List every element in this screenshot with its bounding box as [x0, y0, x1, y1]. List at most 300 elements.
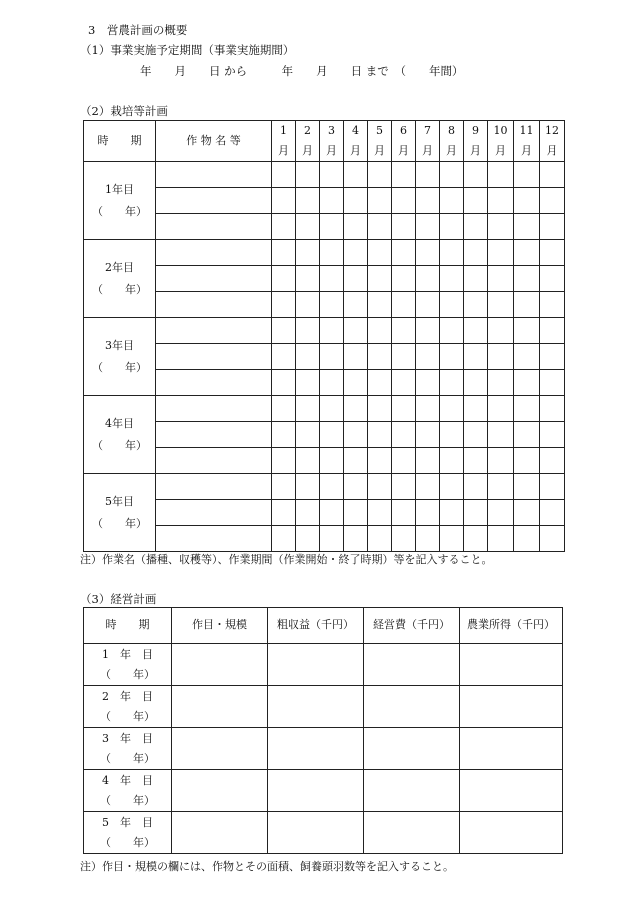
month-input-cell[interactable] — [344, 526, 368, 552]
month-input-cell[interactable] — [440, 240, 464, 266]
management-row — [84, 686, 563, 728]
cultivation-row — [84, 448, 565, 474]
cultivation-row — [84, 292, 565, 318]
month-number: 4 — [352, 124, 359, 137]
month-input-cell[interactable] — [416, 240, 440, 266]
cultivation-row — [84, 526, 565, 552]
month-input-cell[interactable] — [514, 370, 540, 396]
month-input-cell[interactable] — [296, 448, 320, 474]
month-input-cell[interactable] — [488, 500, 514, 526]
month-input-cell[interactable] — [514, 344, 540, 370]
mgmt-input-cell[interactable] — [268, 770, 364, 812]
month-input-cell[interactable] — [488, 526, 514, 552]
month-input-cell[interactable] — [464, 318, 488, 344]
month-input-cell[interactable] — [344, 500, 368, 526]
mgmt-year-cell-5 — [84, 812, 172, 854]
month-input-cell[interactable] — [464, 526, 488, 552]
month-input-cell[interactable] — [540, 240, 565, 266]
mgmt-year-cell-1 — [84, 644, 172, 686]
mgmt-input-cell[interactable] — [268, 812, 364, 854]
month-input-cell[interactable] — [392, 474, 416, 500]
month-input-cell[interactable] — [344, 162, 368, 188]
cultivation-heading: （2）栽培等計画 — [80, 104, 168, 118]
crop-input-cell[interactable] — [156, 188, 272, 214]
month-unit: 月 — [278, 144, 289, 157]
month-input-cell[interactable] — [392, 344, 416, 370]
month-input-cell[interactable] — [392, 422, 416, 448]
header-month-2 — [296, 121, 320, 162]
month-input-cell[interactable] — [540, 266, 565, 292]
month-input-cell[interactable] — [272, 370, 296, 396]
month-input-cell[interactable] — [540, 526, 565, 552]
month-input-cell[interactable] — [392, 526, 416, 552]
month-number: 9 — [472, 124, 479, 137]
month-input-cell[interactable] — [320, 318, 344, 344]
crop-input-cell[interactable] — [156, 266, 272, 292]
month-input-cell[interactable] — [488, 318, 514, 344]
month-input-cell[interactable] — [368, 500, 392, 526]
month-input-cell[interactable] — [296, 188, 320, 214]
header-month-7 — [416, 121, 440, 162]
month-input-cell[interactable] — [540, 474, 565, 500]
month-input-cell[interactable] — [540, 162, 565, 188]
month-input-cell[interactable] — [514, 214, 540, 240]
month-input-cell[interactable] — [320, 240, 344, 266]
month-input-cell[interactable] — [416, 292, 440, 318]
month-input-cell[interactable] — [320, 266, 344, 292]
month-input-cell[interactable] — [272, 500, 296, 526]
month-input-cell[interactable] — [296, 422, 320, 448]
cultivation-row — [84, 370, 565, 396]
month-input-cell[interactable] — [272, 526, 296, 552]
month-input-cell[interactable] — [488, 292, 514, 318]
year-cell-2 — [84, 240, 156, 318]
crop-input-cell[interactable] — [156, 344, 272, 370]
month-input-cell[interactable] — [392, 396, 416, 422]
header-month-4 — [344, 121, 368, 162]
month-input-cell[interactable] — [272, 240, 296, 266]
month-input-cell[interactable] — [440, 396, 464, 422]
month-input-cell[interactable] — [488, 474, 514, 500]
month-input-cell[interactable] — [344, 422, 368, 448]
mgmt-header-period: 時 期 — [84, 608, 172, 644]
year-sub: （ 年） — [92, 204, 147, 218]
month-input-cell[interactable] — [392, 318, 416, 344]
year-label: 2 年 目 — [102, 689, 153, 703]
month-input-cell[interactable] — [464, 448, 488, 474]
cultivation-table — [83, 120, 565, 552]
month-input-cell[interactable] — [464, 422, 488, 448]
mgmt-year-cell-3 — [84, 728, 172, 770]
month-unit: 月 — [446, 144, 457, 157]
mgmt-input-cell[interactable] — [364, 686, 460, 728]
month-input-cell[interactable] — [440, 266, 464, 292]
year-cell-1 — [84, 162, 156, 240]
cultivation-header-row — [84, 121, 565, 162]
month-input-cell[interactable] — [416, 318, 440, 344]
month-input-cell[interactable] — [416, 448, 440, 474]
mgmt-input-cell[interactable] — [460, 812, 563, 854]
month-input-cell[interactable] — [416, 474, 440, 500]
month-input-cell[interactable] — [488, 162, 514, 188]
year-sub: （ 年） — [100, 709, 155, 723]
management-heading: （3）経営計画 — [80, 592, 157, 606]
month-input-cell[interactable] — [464, 240, 488, 266]
year-label: 4年目 — [105, 416, 134, 430]
crop-input-cell[interactable] — [156, 370, 272, 396]
mgmt-input-cell[interactable] — [268, 728, 364, 770]
month-input-cell[interactable] — [416, 422, 440, 448]
month-input-cell[interactable] — [514, 500, 540, 526]
month-input-cell[interactable] — [540, 396, 565, 422]
month-input-cell[interactable] — [344, 266, 368, 292]
month-input-cell[interactable] — [440, 422, 464, 448]
month-input-cell[interactable] — [320, 500, 344, 526]
month-input-cell[interactable] — [296, 240, 320, 266]
month-input-cell[interactable] — [296, 292, 320, 318]
month-input-cell[interactable] — [464, 266, 488, 292]
management-note: 注）作目・規模の欄には、作物とその面積、飼養頭羽数等を記入すること。 — [80, 860, 454, 873]
cultivation-row — [84, 474, 565, 500]
month-input-cell[interactable] — [368, 240, 392, 266]
month-input-cell[interactable] — [514, 266, 540, 292]
crop-input-cell[interactable] — [156, 526, 272, 552]
year-sub: （ 年） — [100, 667, 155, 681]
month-input-cell[interactable] — [440, 526, 464, 552]
month-input-cell[interactable] — [416, 500, 440, 526]
month-input-cell[interactable] — [416, 526, 440, 552]
month-input-cell[interactable] — [392, 448, 416, 474]
month-input-cell[interactable] — [440, 344, 464, 370]
crop-input-cell[interactable] — [156, 240, 272, 266]
month-input-cell[interactable] — [296, 500, 320, 526]
month-input-cell[interactable] — [344, 240, 368, 266]
year-cell-3 — [84, 318, 156, 396]
month-input-cell[interactable] — [392, 188, 416, 214]
month-unit: 月 — [422, 144, 433, 157]
month-input-cell[interactable] — [368, 214, 392, 240]
month-input-cell[interactable] — [344, 318, 368, 344]
crop-input-cell[interactable] — [156, 162, 272, 188]
month-input-cell[interactable] — [540, 500, 565, 526]
mgmt-input-cell[interactable] — [364, 770, 460, 812]
month-input-cell[interactable] — [272, 318, 296, 344]
management-table — [83, 607, 563, 854]
month-input-cell[interactable] — [344, 474, 368, 500]
year-label: 5年目 — [105, 494, 134, 508]
month-input-cell[interactable] — [488, 266, 514, 292]
month-input-cell[interactable] — [514, 422, 540, 448]
month-input-cell[interactable] — [464, 370, 488, 396]
mgmt-header-crop-scale: 作目・規模 — [172, 608, 268, 644]
month-input-cell[interactable] — [416, 188, 440, 214]
month-input-cell[interactable] — [368, 266, 392, 292]
header-month-8 — [440, 121, 464, 162]
month-input-cell[interactable] — [488, 370, 514, 396]
year-label: 4 年 目 — [102, 773, 153, 787]
month-input-cell[interactable] — [368, 474, 392, 500]
month-input-cell[interactable] — [514, 526, 540, 552]
month-input-cell[interactable] — [296, 370, 320, 396]
month-unit: 月 — [302, 144, 313, 157]
month-input-cell[interactable] — [464, 214, 488, 240]
month-input-cell[interactable] — [440, 318, 464, 344]
month-input-cell[interactable] — [440, 448, 464, 474]
month-unit: 月 — [326, 144, 337, 157]
month-input-cell[interactable] — [344, 292, 368, 318]
mgmt-input-cell[interactable] — [460, 644, 563, 686]
management-header-row — [84, 608, 563, 644]
month-unit: 月 — [374, 144, 385, 157]
crop-input-cell[interactable] — [156, 396, 272, 422]
month-input-cell[interactable] — [344, 448, 368, 474]
mgmt-header-gross-revenue: 粗収益（千円） — [268, 608, 364, 644]
month-input-cell[interactable] — [272, 292, 296, 318]
month-input-cell[interactable] — [320, 474, 344, 500]
month-input-cell[interactable] — [320, 370, 344, 396]
month-input-cell[interactable] — [416, 344, 440, 370]
month-input-cell[interactable] — [368, 292, 392, 318]
mgmt-input-cell[interactable] — [460, 728, 563, 770]
month-input-cell[interactable] — [368, 422, 392, 448]
cultivation-row — [84, 162, 565, 188]
mgmt-input-cell[interactable] — [364, 728, 460, 770]
cultivation-row — [84, 188, 565, 214]
crop-input-cell[interactable] — [156, 422, 272, 448]
month-input-cell[interactable] — [344, 188, 368, 214]
year-cell-4 — [84, 396, 156, 474]
header-month-3 — [320, 121, 344, 162]
month-number: 1 — [280, 124, 287, 137]
month-input-cell[interactable] — [344, 396, 368, 422]
month-input-cell[interactable] — [416, 266, 440, 292]
month-input-cell[interactable] — [464, 188, 488, 214]
cultivation-row — [84, 318, 565, 344]
month-input-cell[interactable] — [320, 162, 344, 188]
year-label: 2年目 — [105, 260, 134, 274]
month-input-cell[interactable] — [488, 188, 514, 214]
month-input-cell[interactable] — [514, 396, 540, 422]
mgmt-input-cell[interactable] — [172, 644, 268, 686]
month-input-cell[interactable] — [416, 214, 440, 240]
month-number: 3 — [328, 124, 335, 137]
year-cell-5 — [84, 474, 156, 552]
month-input-cell[interactable] — [272, 162, 296, 188]
year-label: 1 年 目 — [102, 647, 153, 661]
mgmt-input-cell[interactable] — [172, 686, 268, 728]
month-unit: 月 — [350, 144, 361, 157]
cultivation-row — [84, 500, 565, 526]
month-input-cell[interactable] — [344, 214, 368, 240]
month-unit: 月 — [521, 144, 532, 157]
month-input-cell[interactable] — [540, 292, 565, 318]
crop-input-cell[interactable] — [156, 318, 272, 344]
month-input-cell[interactable] — [368, 370, 392, 396]
month-input-cell[interactable] — [540, 188, 565, 214]
month-input-cell[interactable] — [514, 448, 540, 474]
month-input-cell[interactable] — [320, 448, 344, 474]
month-input-cell[interactable] — [464, 162, 488, 188]
month-input-cell[interactable] — [392, 500, 416, 526]
month-input-cell[interactable] — [344, 370, 368, 396]
month-input-cell[interactable] — [540, 448, 565, 474]
management-row — [84, 644, 563, 686]
mgmt-input-cell[interactable] — [172, 812, 268, 854]
month-input-cell[interactable] — [440, 474, 464, 500]
mgmt-input-cell[interactable] — [268, 644, 364, 686]
mgmt-input-cell[interactable] — [268, 686, 364, 728]
header-crop: 作 物 名 等 — [156, 121, 272, 162]
month-input-cell[interactable] — [272, 344, 296, 370]
month-input-cell[interactable] — [540, 422, 565, 448]
month-input-cell[interactable] — [320, 188, 344, 214]
month-number: 10 — [493, 124, 508, 137]
month-input-cell[interactable] — [392, 162, 416, 188]
mgmt-header-expenses: 経営費（千円） — [364, 608, 460, 644]
month-unit: 月 — [495, 144, 506, 157]
month-input-cell[interactable] — [540, 344, 565, 370]
month-input-cell[interactable] — [464, 292, 488, 318]
year-sub: （ 年） — [92, 360, 147, 374]
month-input-cell[interactable] — [440, 292, 464, 318]
mgmt-input-cell[interactable] — [172, 770, 268, 812]
month-input-cell[interactable] — [488, 214, 514, 240]
month-number: 7 — [424, 124, 431, 137]
month-input-cell[interactable] — [440, 162, 464, 188]
header-month-5 — [368, 121, 392, 162]
cultivation-note: 注）作業名（播種、収穫等）、作業期間（作業開始・終了時期）等を記入すること。 — [80, 553, 493, 566]
month-input-cell[interactable] — [540, 318, 565, 344]
crop-input-cell[interactable] — [156, 474, 272, 500]
month-input-cell[interactable] — [392, 214, 416, 240]
crop-input-cell[interactable] — [156, 500, 272, 526]
month-input-cell[interactable] — [296, 162, 320, 188]
month-input-cell[interactable] — [272, 422, 296, 448]
month-input-cell[interactable] — [540, 370, 565, 396]
month-input-cell[interactable] — [488, 448, 514, 474]
month-number: 5 — [376, 124, 383, 137]
year-sub: （ 年） — [100, 793, 155, 807]
month-input-cell[interactable] — [488, 344, 514, 370]
month-input-cell[interactable] — [464, 396, 488, 422]
month-input-cell[interactable] — [514, 188, 540, 214]
month-number: 12 — [545, 124, 559, 137]
month-input-cell[interactable] — [416, 396, 440, 422]
month-unit: 月 — [470, 144, 481, 157]
month-input-cell[interactable] — [464, 500, 488, 526]
mgmt-year-cell-2 — [84, 686, 172, 728]
month-input-cell[interactable] — [464, 474, 488, 500]
month-input-cell[interactable] — [368, 396, 392, 422]
month-input-cell[interactable] — [368, 188, 392, 214]
month-input-cell[interactable] — [392, 240, 416, 266]
header-month-9 — [464, 121, 488, 162]
month-input-cell[interactable] — [272, 266, 296, 292]
month-input-cell[interactable] — [514, 318, 540, 344]
month-input-cell[interactable] — [296, 318, 320, 344]
month-number: 11 — [519, 124, 534, 137]
month-input-cell[interactable] — [440, 214, 464, 240]
crop-input-cell[interactable] — [156, 448, 272, 474]
month-input-cell[interactable] — [368, 162, 392, 188]
month-input-cell[interactable] — [320, 526, 344, 552]
month-input-cell[interactable] — [416, 162, 440, 188]
month-input-cell[interactable] — [368, 344, 392, 370]
month-input-cell[interactable] — [320, 422, 344, 448]
month-input-cell[interactable] — [440, 500, 464, 526]
month-input-cell[interactable] — [514, 474, 540, 500]
month-input-cell[interactable] — [272, 214, 296, 240]
month-input-cell[interactable] — [296, 266, 320, 292]
month-input-cell[interactable] — [272, 474, 296, 500]
month-input-cell[interactable] — [272, 448, 296, 474]
month-input-cell[interactable] — [464, 344, 488, 370]
month-unit: 月 — [546, 144, 558, 157]
period-line: 年 月 日 から 年 月 日 まで （ 年間） — [140, 64, 464, 78]
month-input-cell[interactable] — [416, 370, 440, 396]
year-sub: （ 年） — [92, 438, 147, 452]
month-input-cell[interactable] — [392, 292, 416, 318]
month-input-cell[interactable] — [320, 396, 344, 422]
mgmt-input-cell[interactable] — [364, 644, 460, 686]
cultivation-row — [84, 266, 565, 292]
month-input-cell[interactable] — [514, 162, 540, 188]
month-number: 8 — [448, 124, 455, 137]
header-month-10 — [488, 121, 514, 162]
month-input-cell[interactable] — [344, 344, 368, 370]
management-row — [84, 770, 563, 812]
month-number: 6 — [400, 124, 407, 137]
month-input-cell[interactable] — [488, 422, 514, 448]
month-input-cell[interactable] — [320, 214, 344, 240]
month-input-cell[interactable] — [272, 396, 296, 422]
month-unit: 月 — [398, 144, 409, 157]
mgmt-input-cell[interactable] — [172, 728, 268, 770]
month-input-cell[interactable] — [440, 188, 464, 214]
crop-input-cell[interactable] — [156, 292, 272, 318]
mgmt-header-farm-income: 農業所得（千円） — [460, 608, 563, 644]
year-label: 3年目 — [105, 338, 134, 352]
month-input-cell[interactable] — [488, 240, 514, 266]
month-input-cell[interactable] — [296, 526, 320, 552]
month-input-cell[interactable] — [320, 292, 344, 318]
month-input-cell[interactable] — [392, 370, 416, 396]
mgmt-input-cell[interactable] — [460, 770, 563, 812]
crop-input-cell[interactable] — [156, 214, 272, 240]
month-input-cell[interactable] — [320, 344, 344, 370]
month-input-cell[interactable] — [368, 448, 392, 474]
month-input-cell[interactable] — [514, 292, 540, 318]
month-input-cell[interactable] — [296, 214, 320, 240]
month-input-cell[interactable] — [272, 188, 296, 214]
month-input-cell[interactable] — [440, 370, 464, 396]
header-month-6 — [392, 121, 416, 162]
mgmt-input-cell[interactable] — [364, 812, 460, 854]
month-input-cell[interactable] — [296, 396, 320, 422]
mgmt-input-cell[interactable] — [460, 686, 563, 728]
month-input-cell[interactable] — [296, 474, 320, 500]
management-row — [84, 812, 563, 854]
month-input-cell[interactable] — [392, 266, 416, 292]
month-input-cell[interactable] — [540, 214, 565, 240]
month-input-cell[interactable] — [514, 240, 540, 266]
header-month-12 — [540, 121, 565, 162]
month-input-cell[interactable] — [368, 526, 392, 552]
month-number: 2 — [304, 124, 311, 137]
month-input-cell[interactable] — [368, 318, 392, 344]
month-input-cell[interactable] — [296, 344, 320, 370]
month-input-cell[interactable] — [488, 396, 514, 422]
